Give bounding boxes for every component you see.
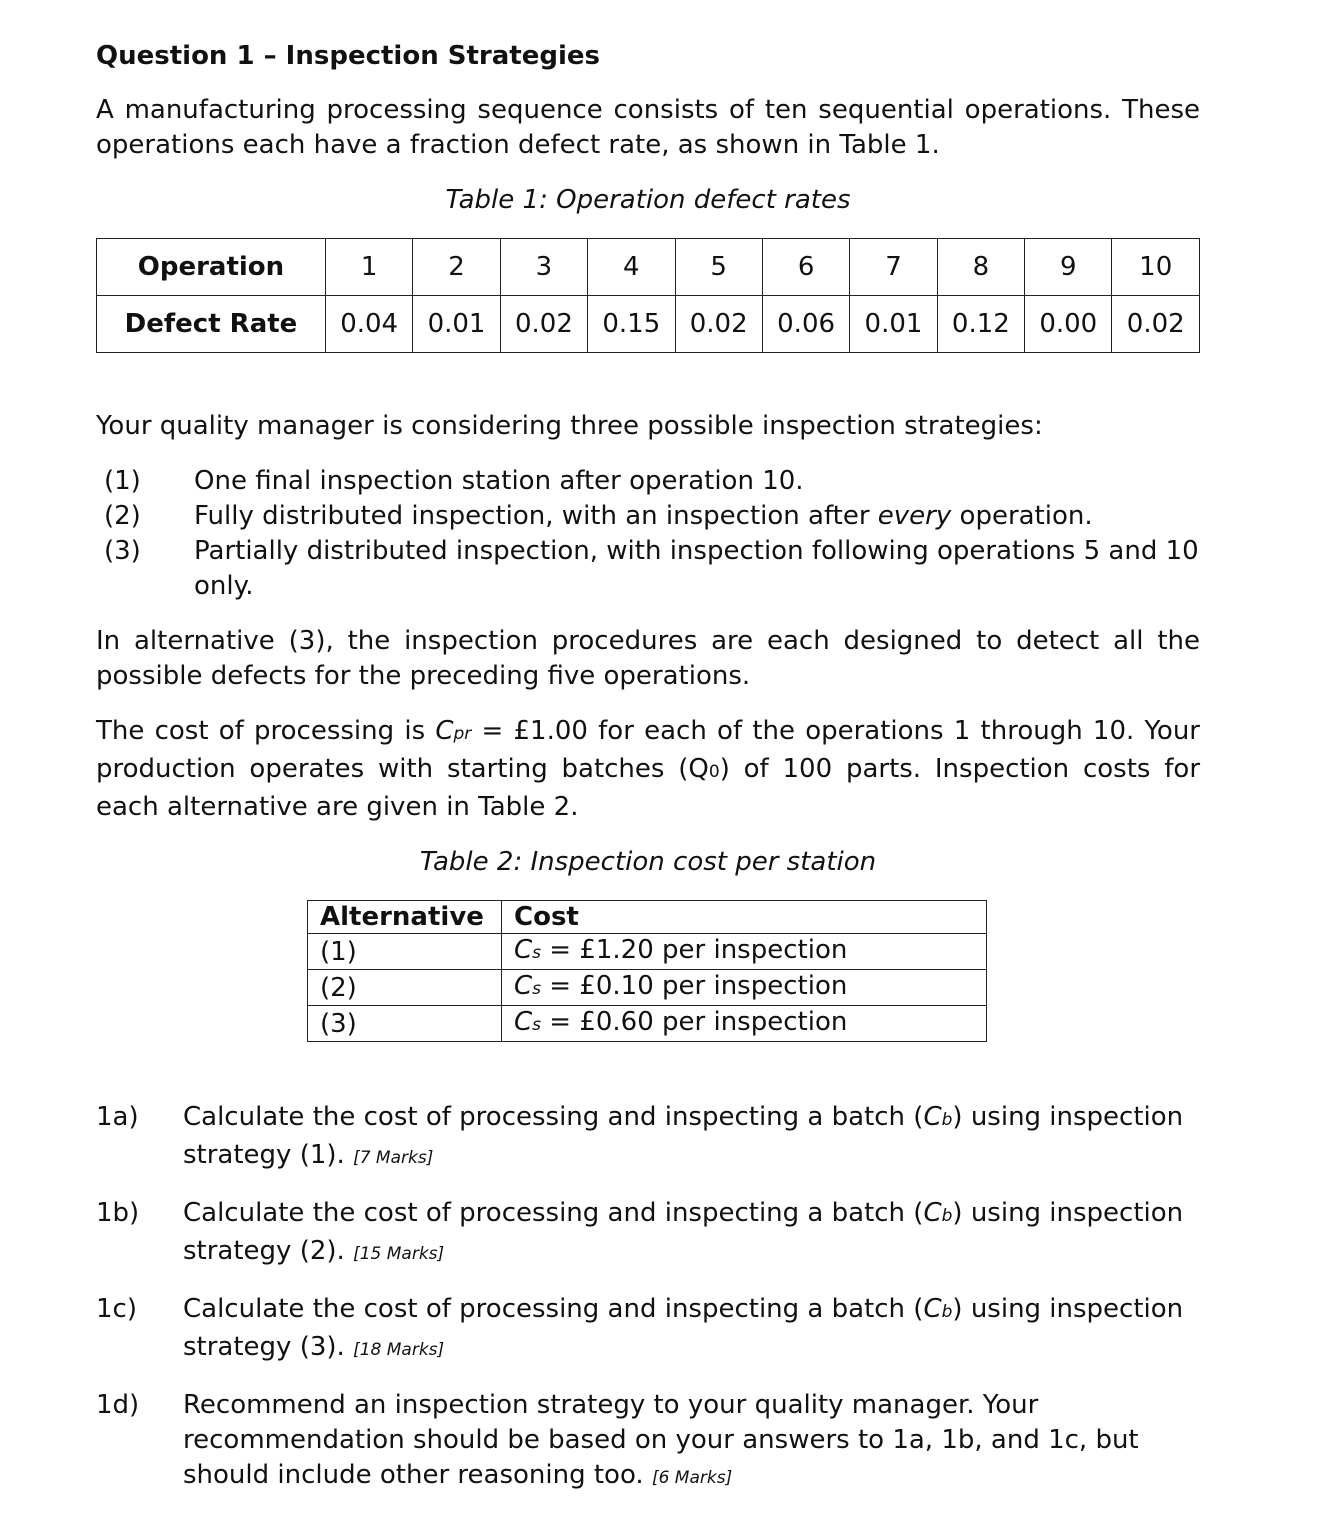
alternative-cell: (1) [308,934,502,970]
question-marks: [7 Marks] [353,1148,434,1168]
operation-cell: 3 [500,239,587,296]
defect-rate-cell: 0.12 [937,296,1024,353]
cost-symbol-subscript: s [532,943,542,963]
question-text-part: Calculate the cost of processing and inspecting a batch ( [183,1102,924,1132]
question-document [96,36,1200,1516]
question-label: 1b) [96,1198,140,1228]
strategy-number: (3) [104,536,141,566]
cost-paragraph [96,714,1200,825]
strategy-number: (1) [104,466,141,496]
cost-text: = £1.00 for each of the operations 1 through 10. Your production operates with starting batches (Q [96,716,1200,784]
defect-rate-cell: 0.02 [500,296,587,353]
strategy-text-part: operation. [951,501,1093,531]
intro-paragraph: A manufacturing processing sequence consists of ten sequential operations. These operations each have a fraction defect rate, as shown in Table 1. [96,95,1200,160]
cost-variable-subscript: pr [453,724,472,744]
question-title: Question 1 – Inspection Strategies [96,41,600,71]
question-item [96,1388,1200,1496]
question-text-part: ) using inspection strategy (2). [183,1198,1184,1266]
strategy-text: Partially distributed inspection, with inspection following operations 5 and 10 only. [194,536,1199,601]
question-label: 1d) [96,1390,140,1420]
inspection-cost-table [307,900,987,1042]
table2-caption: Table 2: Inspection cost per station [419,847,877,877]
table2-row [308,970,987,1006]
strategy-text [194,499,1200,534]
cost-cell [502,934,987,970]
question-list [96,1100,1200,1496]
defect-rate-header: Defect Rate [97,296,326,353]
question-variable-subscript: b [941,1206,953,1226]
strategy-number: (2) [104,501,141,531]
operation-cell: 10 [1112,239,1200,296]
question-text [183,1388,1200,1496]
question-label: 1c) [96,1294,137,1324]
question-variable: C [923,1198,942,1228]
question-text [183,1100,1200,1176]
question-text [183,1196,1200,1272]
strategy-item [96,499,1200,534]
batch-subscript: 0 [708,762,720,782]
strategy-text-part: Fully distributed inspection, with an inspection after [194,501,878,531]
question-variable-subscript: b [941,1110,953,1130]
operation-cell: 9 [1025,239,1112,296]
question-variable: C [923,1102,942,1132]
cost-symbol-subscript: s [532,979,542,999]
table2-row [308,934,987,970]
cost-symbol: C [514,971,533,1001]
cost-symbol: C [514,935,533,965]
question-marks: [18 Marks] [353,1340,445,1360]
question-text-part: Calculate the cost of processing and inspecting a batch ( [183,1294,924,1324]
operation-cell: 7 [850,239,937,296]
strategy-item [96,534,1200,604]
operation-cell: 4 [588,239,675,296]
defect-rate-cell: 0.00 [1025,296,1112,353]
operation-header: Operation [97,239,326,296]
cost-cell [502,970,987,1006]
cost-text: The cost of processing is [96,716,436,746]
defect-rate-cell: 0.15 [588,296,675,353]
question-item [96,1196,1200,1272]
alternative-header: Alternative [308,901,502,934]
operation-cell: 6 [762,239,849,296]
cost-value: = £0.60 per inspection [541,1007,848,1037]
operation-cell: 2 [413,239,500,296]
operation-cell: 5 [675,239,762,296]
operation-cell: 1 [325,239,412,296]
cost-cell [502,1006,987,1042]
cost-value: = £0.10 per inspection [541,971,848,1001]
defect-rate-cell: 0.02 [1112,296,1200,353]
defect-rate-cell: 0.01 [413,296,500,353]
question-text [183,1292,1200,1368]
defect-rate-cell: 0.06 [762,296,849,353]
question-text-part: ) using inspection strategy (3). [183,1294,1184,1362]
table1-caption: Table 1: Operation defect rates [445,185,851,215]
question-text-part: Recommend an inspection strategy to your quality manager. Your recommendation should be based on your answers to 1a, 1b, and 1c, but should include other reasoning too. [183,1390,1139,1490]
question-text-part: Calculate the cost of processing and inspecting a batch ( [183,1198,924,1228]
cost-header: Cost [502,901,987,934]
cost-value: = £1.20 per inspection [541,935,848,965]
cost-symbol: C [514,1007,533,1037]
defect-rate-cell: 0.02 [675,296,762,353]
defect-rate-table [96,238,1200,353]
alternative-cell: (2) [308,970,502,1006]
operation-cell: 8 [937,239,1024,296]
strategy-item [96,464,1200,499]
strategy-emphasis: every [877,501,952,531]
question-marks: [6 Marks] [651,1468,733,1488]
strategy-list [96,464,1200,604]
alternative-3-note: In alternative (3), the inspection procedures are each designed to detect all the possible defects for the preceding five operations. [96,626,1200,691]
defect-rate-cell: 0.01 [850,296,937,353]
cost-text: ) of 100 parts. Inspection costs for each alternative are given in Table 2. [96,754,1201,822]
question-variable-subscript: b [941,1302,953,1322]
cost-variable: C [435,716,454,746]
strategy-text: One final inspection station after operation 10. [194,466,804,496]
table2-header-row [308,901,987,934]
operation-row [97,239,1200,296]
question-marks: [15 Marks] [353,1244,445,1264]
question-variable: C [923,1294,942,1324]
defect-rate-row [97,296,1200,353]
question-text-part: ) using inspection strategy (1). [183,1102,1184,1170]
strategies-intro: Your quality manager is considering three possible inspection strategies: [96,411,1043,441]
question-item [96,1292,1200,1368]
cost-symbol-subscript: s [532,1015,542,1035]
question-label: 1a) [96,1102,139,1132]
alternative-cell: (3) [308,1006,502,1042]
defect-rate-cell: 0.04 [325,296,412,353]
question-item [96,1100,1200,1176]
table2-row [308,1006,987,1042]
